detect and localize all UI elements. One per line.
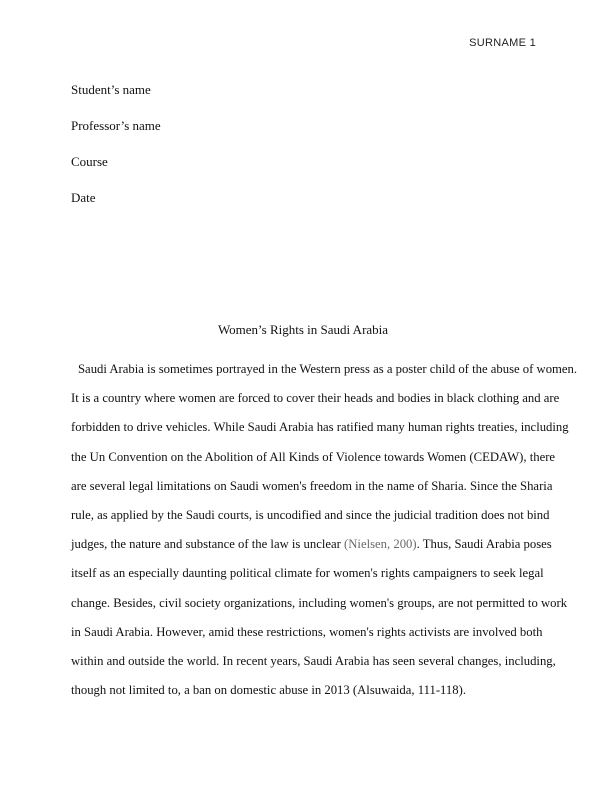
paragraph-line: though not limited to, a ban on domestic abuse in 2013 (Alsuwaida, 111-118).	[71, 683, 467, 698]
line-text-tail: . Thus, Saudi Arabia poses	[416, 537, 552, 552]
line-text: judges, the nature and substance of the law is unclear	[71, 537, 341, 552]
paragraph-line-with-citation	[71, 530, 552, 559]
paragraph-line: within and outside the world. In recent years, Saudi Arabia has seen several changes, including,	[71, 653, 556, 668]
course-name: Course	[71, 154, 108, 169]
paragraph-line: change. Besides, civil society organizations, including women's groups, are not permitted to work	[71, 595, 568, 610]
paragraph-line: itself as an especially daunting political climate for women's rights campaigners to seek legal	[71, 566, 544, 581]
body-paragraph	[71, 355, 578, 705]
running-head: SURNAME 1	[469, 37, 536, 49]
paragraph-line: forbidden to drive vehicles. While Saudi Arabia has ratified many human rights treaties, including	[71, 420, 569, 435]
essay-title: Women’s Rights in Saudi Arabia	[217, 322, 389, 337]
date: Date	[71, 190, 96, 205]
student-name: Student’s name	[71, 82, 151, 97]
paragraph-line: the Un Convention on the Abolition of All Kinds of Violence towards Women (CEDAW), there	[71, 449, 556, 464]
paragraph-line: It is a country where women are forced to cover their heads and bodies in black clothing and are	[71, 391, 560, 406]
citation: (Nielsen, 200)	[344, 537, 417, 552]
paragraph-line: in Saudi Arabia. However, amid these restrictions, women's rights activists are involved both	[71, 624, 543, 639]
paragraph-line: are several legal limitations on Saudi women's freedom in the name of Sharia. Since the Sharia	[71, 478, 553, 493]
professor-name: Professor’s name	[71, 118, 161, 133]
paragraph-line: Saudi Arabia is sometimes portrayed in the Western press as a poster child of the abuse of women.	[78, 362, 578, 376]
front-matter	[71, 72, 161, 216]
paragraph-line: rule, as applied by the Saudi courts, is uncodified and since the judicial tradition does not bind	[71, 507, 550, 522]
